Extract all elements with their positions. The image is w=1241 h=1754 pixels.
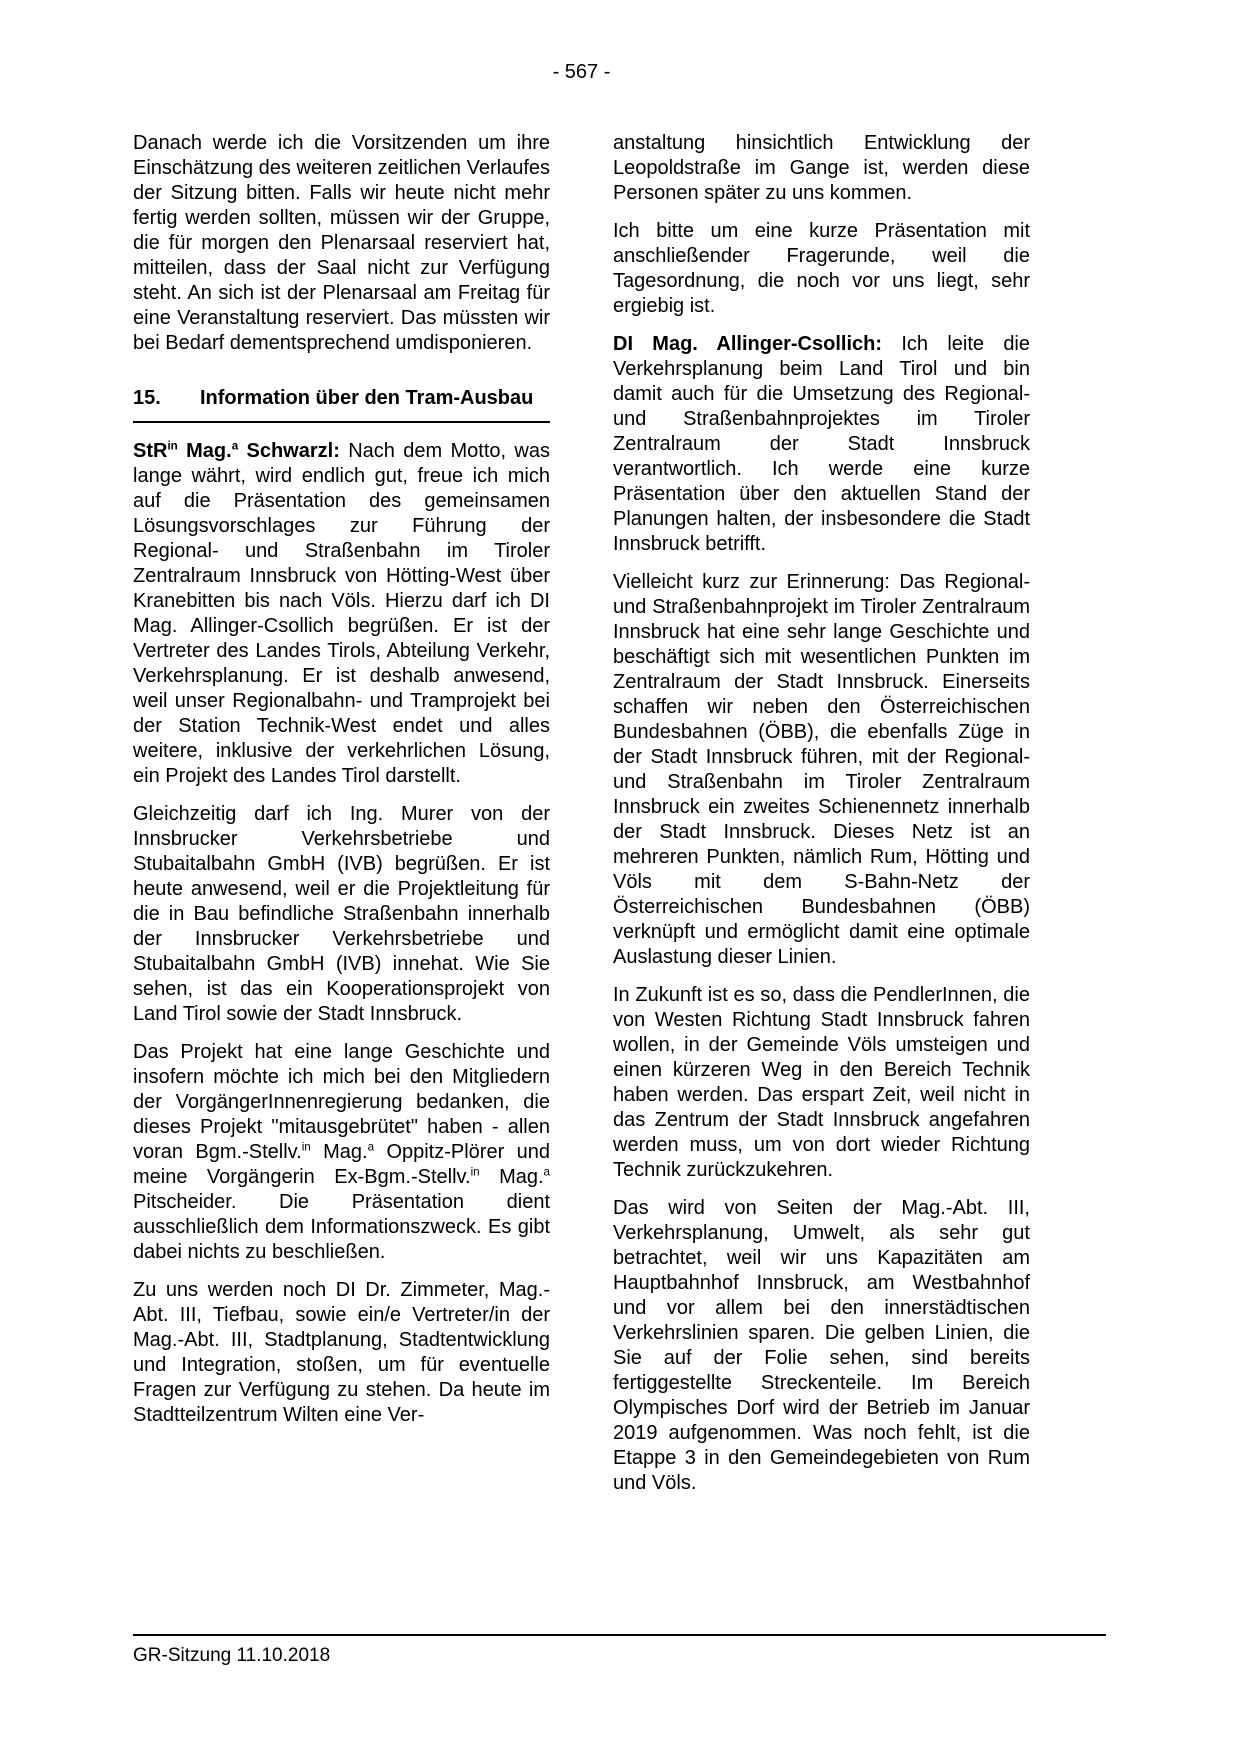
column-left bbox=[133, 131, 550, 1441]
footer-text: GR-Sitzung 11.10.2018 bbox=[133, 1645, 331, 1666]
speaker-name: Mag. bbox=[177, 440, 232, 462]
text-segment: Nach dem Motto, was lange währt, wird endlich gut, freue ich mich auf die Präsentation des gemeinsamen Lösungsvorschlages zur Führung der Regional- und Straßenbahn im Tiroler Zentralraum Innsbruck von Hötting-West über Kranebitten bis nach Völs. Hierzu darf ich DI Mag. Allinger-Csollich begrüßen. Er ist der Vertreter des Landes Tirols, Abteilung Verkehr, Verkehrsplanung. Er ist deshalb anwesend, weil unser Regionalbahn- und Tramprojekt bei der Station Technik-West endet und alles weitere, inklusive der verkehrlichen Lösung, ein Projekt des Landes Tirol darstellt. bbox=[133, 440, 551, 787]
text-segment: Das Projekt hat eine lange Geschichte und insofern möchte ich mich bei den Mitgliedern der VorgängerInnenregierung bedanken, die dieses Projekt "mitausgebrütet" haben - allen voran Bgm.-Stellv. bbox=[133, 1041, 550, 1163]
paragraph bbox=[133, 131, 550, 356]
speaker-name: in bbox=[167, 439, 178, 453]
superscript: in bbox=[301, 1140, 311, 1154]
text-segment: In Zukunft ist es so, dass die PendlerInnen, die von Westen Richtung Stadt Innsbruck fahren wollen, in der Gemeinde Völs umsteigen und einen kürzeren Weg in den Bereich Technik haben werden. Das erspart Zeit, weil nicht in das Zentrum der Stadt Innsbruck angefahren werden muss, um von dort wieder Richtung Technik zurückzukehren. bbox=[613, 984, 1030, 1181]
speaker-name: a bbox=[231, 439, 239, 453]
paragraph bbox=[133, 1278, 550, 1428]
paragraph bbox=[133, 802, 550, 1027]
section-number: 15. bbox=[133, 387, 161, 409]
text-segment: Gleichzeitig darf ich Ing. Murer von der Innsbrucker Verkehrsbetriebe und Stubaitalbahn GmbH (IVB) begrüßen. Er ist heute anwesend, weil er die Projektleitung für die in Bau befindliche Straßenbahn innerhalb der Innsbrucker Verkehrsbetriebe und Stubaitalbahn GmbH (IVB) innehat. Wie Sie sehen, ist das ein Kooperationsprojekt von Land Tirol sowie der Stadt Innsbruck. bbox=[133, 803, 550, 1025]
superscript: a bbox=[543, 1165, 550, 1179]
paragraph bbox=[613, 983, 1030, 1183]
text-segment: Pitscheider. Die Präsentation dient ausschließlich dem Informationszweck. Es gibt dabei nichts zu beschließen. bbox=[133, 1191, 550, 1263]
text-segment: Das wird von Seiten der Mag.-Abt. III, Verkehrsplanung, Umwelt, als sehr gut betrachtet, weil wir uns Kapazitäten am Hauptbahnhof Innsbruck, am Westbahnhof und vor allem bei den innerstädtischen Verkehrslinien sparen. Die gelben Linien, die Sie auf der Folie sehen, sind bereits fertiggestellte Streckenteile. Im Bereich Olympisches Dorf wird der Betrieb im Januar 2019 aufgenommen. Was noch fehlt, ist die Etappe 3 in den Gemeindegebieten von Rum und Völs. bbox=[613, 1197, 1030, 1494]
text-segment: Mag. bbox=[310, 1141, 368, 1163]
speaker-name: Schwarzl: bbox=[238, 440, 340, 462]
paragraph bbox=[613, 131, 1030, 206]
superscript: in bbox=[470, 1165, 480, 1179]
section-title: Information über den Tram-Ausbau bbox=[200, 387, 534, 409]
text-columns bbox=[133, 131, 1030, 1509]
superscript: a bbox=[367, 1140, 375, 1154]
section-heading bbox=[133, 386, 550, 423]
speaker-name: DI Mag. Allinger-Csollich: bbox=[613, 333, 883, 355]
text-segment: Mag. bbox=[479, 1166, 544, 1188]
text-segment: Oppitz-Plörer und meine Vorgängerin Ex-Bgm.-Stellv. bbox=[133, 1141, 550, 1188]
paragraph bbox=[613, 332, 1030, 557]
text-segment: Zu uns werden noch DI Dr. Zimmeter, Mag.-Abt. III, Tiefbau, sowie ein/e Vertreter/in der Mag.-Abt. III, Stadtplanung, Stadtentwicklung und Integration, stoßen, um für eventuelle Fragen zur Verfügung zu stehen. Da heute im Stadtteilzentrum Wilten eine Ver- bbox=[133, 1279, 550, 1426]
text-segment: Ich bitte um eine kurze Präsentation mit anschließender Fragerunde, weil die Tagesordnung, die noch vor uns liegt, sehr ergiebig ist. bbox=[613, 220, 1030, 317]
text-segment: Vielleicht kurz zur Erinnerung: Das Regional- und Straßenbahnprojekt im Tiroler Zentralraum Innsbruck hat eine sehr lange Geschichte und beschäftigt sich mit wesentlichen Punkten im Zentralraum der Stadt Innsbruck. Einerseits schaffen wir neben den Österreichischen Bundesbahnen (ÖBB), die ebenfalls Züge in der Stadt Innsbruck führen, mit der Regional- und Straßenbahn im Tiroler Zentralraum Innsbruck ein zweites Schienennetz innerhalb der Stadt Innsbruck. Dieses Netz ist an mehreren Punkten, nämlich Rum, Hötting und Völs mit dem S-Bahn-Netz der Österreichischen Bundesbahnen (ÖBB) verknüpft und ermöglicht damit eine optimale Auslastung dieser Linien. bbox=[613, 571, 1030, 968]
paragraph bbox=[613, 219, 1030, 319]
paragraph bbox=[133, 439, 550, 789]
text-segment: Ich leite die Verkehrsplanung beim Land Tirol und bin damit auch für die Umsetzung des Regional- und Straßenbahnprojektes im Tiroler Zentralraum der Stadt Innsbruck verantwortlich. Ich werde eine kurze Präsentation über den aktuellen Stand der Planungen halten, der insbesondere die Stadt Innsbruck betrifft. bbox=[613, 333, 1031, 555]
page-number: - 567 - bbox=[552, 61, 611, 83]
text-segment: anstaltung hinsichtlich Entwicklung der Leopoldstraße im Gange ist, werden diese Personen später zu uns kommen. bbox=[613, 132, 1030, 204]
paragraph bbox=[613, 1196, 1030, 1496]
speaker-name: StR bbox=[133, 440, 168, 462]
text-segment: Danach werde ich die Vorsitzenden um ihre Einschätzung des weiteren zeitlichen Verlaufes der Sitzung bitten. Falls wir heute nicht mehr fertig werden sollten, müssen wir der Gruppe, die für morgen den Plenarsaal reserviert hat, mitteilen, dass der Saal nicht zur Verfügung steht. An sich ist der Plenarsaal am Freitag für eine Veranstaltung reserviert. Das müssten wir bei Bedarf dementsprechend umdisponieren. bbox=[133, 132, 550, 354]
column-right bbox=[613, 131, 1030, 1509]
paragraph bbox=[613, 570, 1030, 970]
paragraph bbox=[133, 1040, 550, 1265]
page-footer bbox=[133, 1634, 1106, 1668]
